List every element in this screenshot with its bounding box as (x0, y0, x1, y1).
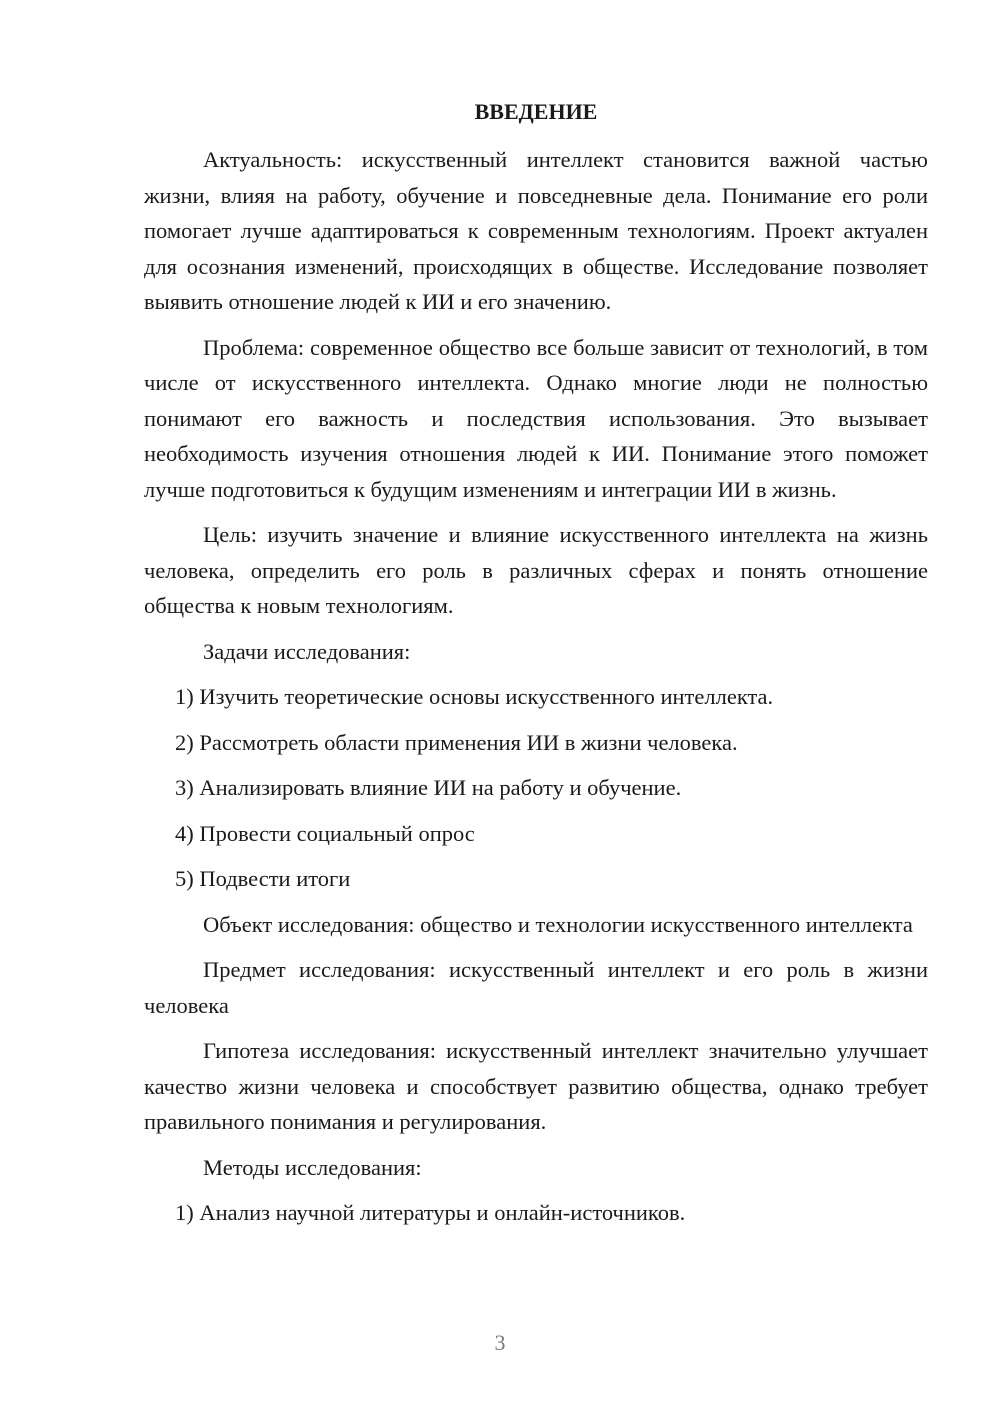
document-body (144, 96, 928, 1241)
list-item: 1) Изучить теоретические основы искусственного интеллекта. (175, 684, 774, 709)
section-heading: ВВЕДЕНИЕ (474, 99, 598, 124)
list-item: 2) Рассмотреть области применения ИИ в жизни человека. (175, 729, 738, 755)
page-number: 3 (494, 1330, 506, 1355)
paragraph-hypothesis: Гипотеза исследования: искусственный интеллект значительно улучшает качество жизни человека и способствует развитию общества, однако требует правильного понимания и регулирования. (144, 1038, 928, 1134)
methods-title: Методы исследования: (203, 1154, 422, 1180)
paragraph-subject: Предмет исследования: искусственный интеллект и его роль в жизни человека (144, 957, 928, 1018)
paragraph-problem: Проблема: современное общество все больше зависит от технологий, в том числе от искусственного интеллекта. Однако многие люди не полностью понимают его важность и последствия использования. Это вызывает необходимость изучения отношения людей к ИИ. Понимание этого поможет лучше подготовиться к будущим изменениям и интеграции ИИ в жизнь. (144, 334, 928, 502)
list-item: 3) Анализировать влияние ИИ на работу и обучение. (175, 775, 682, 800)
tasks-title: Задачи исследования: (203, 638, 411, 664)
paragraph-goal: Цель: изучить значение и влияние искусственного интеллекта на жизнь человека, определить его роль в различных сферах и понять отношение общества к новым технологиям. (144, 522, 928, 618)
paragraph-object: Объект исследования: общество и технологии искусственного интеллекта (203, 911, 913, 937)
list-item: 5) Подвести итоги (175, 866, 351, 891)
paragraph-relevance: Актуальность: искусственный интеллект становится важной частью жизни, влияя на работу, обучение и повседневные дела. Понимание его роли помогает лучше адаптироваться к современным технологиям. Проект актуален для осознания изменений, происходящих в обществе. Исследование позволяет выявить отношение людей к ИИ и его значению. (144, 147, 928, 314)
list-item: 4) Провести социальный опрос (175, 820, 475, 846)
list-item: 1) Анализ научной литературы и онлайн-источников. (175, 1200, 686, 1225)
